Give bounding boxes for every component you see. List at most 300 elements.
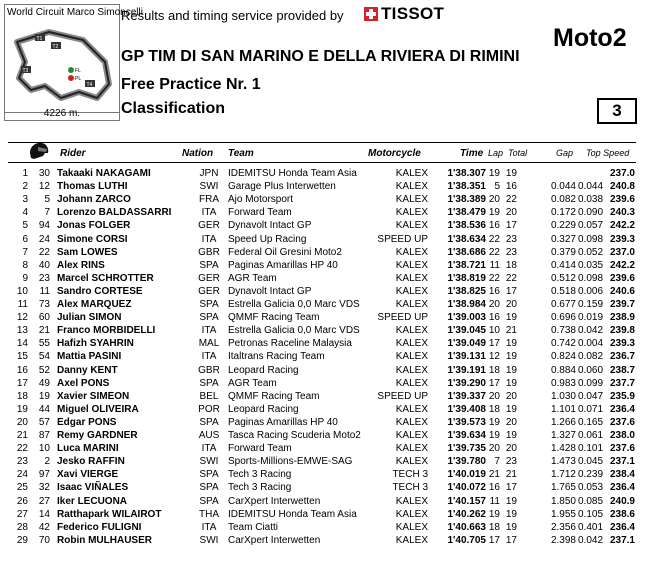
- best-lap: 17: [488, 338, 500, 350]
- total-laps: 20: [505, 207, 517, 219]
- rider-number: 11: [39, 285, 50, 297]
- position: 25: [16, 482, 28, 494]
- gap-previous: 0.038: [578, 194, 604, 206]
- best-lap: 18: [488, 521, 500, 533]
- gap-first: 0.983: [550, 377, 576, 389]
- total-laps: 20: [505, 390, 517, 402]
- best-lap: 19: [488, 416, 500, 428]
- motorcycle: KALEX: [395, 259, 428, 271]
- rider-name: Takaaki NAKAGAMI: [57, 168, 151, 179]
- best-lap: 21: [488, 469, 500, 481]
- gap-first: 0.518: [550, 285, 576, 297]
- nation: ITA: [201, 325, 217, 337]
- best-lap: 5: [494, 181, 500, 193]
- gap-first: 1.765: [550, 482, 576, 494]
- gap-previous: 0.044: [578, 181, 604, 193]
- motorcycle: KALEX: [395, 272, 428, 284]
- team-name: Ajo Motorsport: [228, 194, 294, 206]
- gap-previous: 0.047: [578, 390, 604, 402]
- best-lap: 18: [488, 364, 500, 376]
- motorcycle: KALEX: [395, 377, 428, 389]
- team-name: CarXpert Interwetten: [228, 534, 321, 546]
- motorcycle: TECH 3: [392, 469, 428, 481]
- position: 17: [16, 377, 28, 389]
- gap-first: 0.172: [550, 207, 576, 219]
- gap-first: 1.712: [550, 469, 576, 481]
- gap-first: 2.356: [550, 521, 576, 533]
- gap-previous: 0.045: [578, 456, 604, 468]
- rider-number: 94: [38, 220, 50, 232]
- team-name: Paginas Amarillas HP 40: [228, 259, 338, 271]
- lap-time: 1'38.721: [447, 259, 486, 271]
- gap-first: 1.955: [550, 508, 576, 520]
- track-label-fl: FL: [75, 68, 81, 74]
- nation: ITA: [201, 351, 217, 363]
- gap-first: 0.884: [550, 364, 576, 376]
- best-lap: 16: [488, 482, 500, 494]
- gap-first: 0.738: [550, 325, 576, 337]
- table-row: [0, 442, 649, 455]
- gap-first: 1.266: [550, 416, 576, 428]
- team-name: IDEMITSU Honda Team Asia: [228, 168, 357, 179]
- rider-name: Remy GARDNER: [57, 430, 138, 441]
- rider-name: Marcel SCHROTTER: [57, 272, 154, 284]
- total-laps: 19: [505, 521, 517, 533]
- best-lap: 7: [494, 456, 500, 468]
- top-speed: 236.7: [609, 351, 635, 363]
- motorcycle: KALEX: [395, 168, 428, 179]
- team-name: Leopard Racing: [228, 364, 299, 376]
- team-name: IDEMITSU Honda Team Asia: [228, 508, 357, 520]
- table-row: [0, 272, 649, 285]
- nation: GBR: [198, 364, 220, 376]
- col-top-speed: Top Speed: [586, 148, 630, 158]
- position: 2: [22, 181, 28, 193]
- motorcycle: KALEX: [395, 416, 428, 428]
- total-laps: 19: [505, 351, 517, 363]
- rider-name: Mattia PASINI: [57, 351, 122, 363]
- table-row: [0, 481, 649, 494]
- team-name: Forward Team: [228, 443, 292, 455]
- rider-name: Simone CORSI: [57, 233, 128, 245]
- motorcycle: KALEX: [395, 194, 428, 206]
- nation: GER: [198, 220, 220, 232]
- lap-time: 1'39.049: [447, 338, 486, 350]
- top-speed: 237.7: [609, 377, 635, 389]
- gap-first: 0.327: [550, 233, 576, 245]
- rider-name: Xavier SIMEON: [57, 390, 130, 402]
- rider-name: Axel PONS: [57, 377, 110, 389]
- gap-previous: 0.090: [578, 207, 604, 219]
- total-laps: 19: [505, 338, 517, 350]
- top-speed: 237.1: [609, 534, 635, 546]
- team-name: Team Ciatti: [228, 521, 279, 533]
- table-row: [0, 324, 649, 337]
- motorcycle: KALEX: [395, 521, 428, 533]
- total-laps: 18: [505, 259, 517, 271]
- position: 23: [16, 456, 28, 468]
- position: 13: [16, 325, 28, 337]
- rider-number: 44: [38, 403, 50, 415]
- swiss-cross-icon: [364, 7, 378, 21]
- tissot-logo: [364, 4, 444, 24]
- table-row: [0, 468, 649, 481]
- motorcycle: SPEED UP: [377, 233, 428, 245]
- top-speed: 238.6: [609, 508, 635, 520]
- lap-time: 1'39.735: [447, 443, 486, 455]
- rider-name: Miguel OLIVEIRA: [57, 403, 139, 415]
- lap-time: 1'38.307: [447, 168, 486, 179]
- team-name: Estrella Galicia 0,0 Marc VDS: [228, 325, 360, 337]
- lap-time: 1'40.262: [447, 508, 486, 520]
- nation: POR: [198, 403, 220, 415]
- rider-name: Jesko RAFFIN: [57, 456, 125, 468]
- position: 27: [16, 508, 28, 520]
- top-speed: 239.3: [609, 338, 635, 350]
- position: 22: [16, 443, 28, 455]
- gap-first: 0.414: [550, 259, 576, 271]
- team-name: Paginas Amarillas HP 40: [228, 416, 338, 428]
- rider-number: 7: [44, 207, 50, 219]
- nation: GBR: [198, 246, 220, 258]
- lap-time: 1'38.536: [447, 220, 486, 232]
- gap-previous: 0.042: [578, 325, 604, 337]
- track-label-pl: PL: [75, 76, 82, 82]
- best-lap: 17: [488, 534, 500, 546]
- position: 11: [17, 299, 28, 310]
- best-lap: 16: [488, 285, 500, 297]
- nation: AUS: [198, 430, 220, 441]
- gap-previous: 0.082: [578, 351, 604, 363]
- rider-number: 87: [38, 430, 50, 441]
- gap-previous: 0.098: [578, 272, 604, 284]
- table-row: [0, 180, 649, 193]
- rider-number: 10: [38, 443, 50, 455]
- gap-first: 2.398: [550, 534, 576, 546]
- rider-name: Iker LECUONA: [57, 495, 128, 507]
- best-lap: 12: [488, 351, 500, 363]
- gap-previous: 0.239: [578, 469, 604, 481]
- motorcycle: KALEX: [395, 207, 428, 219]
- nation: SWI: [199, 534, 219, 546]
- top-speed: 240.6: [609, 285, 635, 297]
- gap-first: 0.082: [550, 194, 576, 206]
- total-laps: 19: [505, 495, 517, 507]
- lap-time: 1'39.634: [447, 430, 486, 441]
- report-title: Classification: [121, 100, 226, 117]
- track-label-t2: T2: [52, 44, 59, 50]
- nation: JPN: [199, 168, 219, 179]
- team-name: AGR Team: [228, 377, 277, 389]
- nation: MAL: [198, 338, 220, 350]
- lap-time: 1'39.131: [447, 351, 486, 363]
- nation: ITA: [201, 521, 217, 533]
- position: 12: [16, 312, 28, 324]
- track-label-t1: T1: [36, 36, 43, 42]
- position: 18: [16, 390, 28, 402]
- top-speed: 235.9: [609, 390, 635, 402]
- motorcycle: SPEED UP: [377, 390, 428, 402]
- gap-previous: 0.101: [578, 443, 604, 455]
- lap-time: 1'39.045: [447, 325, 486, 337]
- motorcycle: KALEX: [395, 508, 428, 520]
- nation: SPA: [199, 377, 219, 389]
- gap-previous: 0.057: [578, 220, 604, 232]
- top-speed: 237.1: [609, 456, 635, 468]
- team-name: Garage Plus Interwetten: [228, 181, 336, 193]
- motorcycle: SPEED UP: [377, 312, 428, 324]
- track-label-t4: T4: [86, 82, 93, 88]
- lap-time: 1'39.408: [447, 403, 486, 415]
- top-speed: 239.7: [609, 299, 635, 310]
- rider-name: Xavi VIERGE: [57, 469, 119, 481]
- best-lap: 18: [488, 403, 500, 415]
- gap-first: 1.850: [550, 495, 576, 507]
- rider-number: 5: [44, 194, 50, 206]
- nation: ITA: [201, 207, 217, 219]
- rider-number: 73: [38, 299, 50, 310]
- team-name: QMMF Racing Team: [228, 312, 320, 324]
- team-name: AGR Team: [228, 272, 277, 284]
- lap-time: 1'38.825: [447, 285, 486, 297]
- total-laps: 20: [505, 299, 517, 310]
- gap-previous: 0.165: [578, 416, 604, 428]
- total-laps: 20: [505, 416, 517, 428]
- top-speed: 236.4: [609, 403, 635, 415]
- team-name: Tech 3 Racing: [228, 482, 292, 494]
- motorcycle: KALEX: [395, 443, 428, 455]
- gap-previous: 0.052: [578, 246, 604, 258]
- team-name: Estrella Galicia 0,0 Marc VDS: [228, 299, 360, 310]
- rider-number: 52: [38, 364, 50, 376]
- total-laps: 23: [505, 233, 517, 245]
- motorcycle: KALEX: [395, 325, 428, 337]
- total-laps: 19: [505, 377, 517, 389]
- team-name: Tasca Racing Scuderia Moto2: [228, 430, 361, 441]
- rider-number: 12: [38, 181, 50, 193]
- best-lap: 19: [488, 168, 500, 179]
- gap-previous: 0.061: [578, 430, 604, 441]
- lap-time: 1'38.479: [447, 207, 486, 219]
- table-row: [0, 416, 649, 429]
- circuit-length: 4226 m.: [4, 107, 120, 121]
- top-speed: 239.8: [609, 325, 635, 337]
- track-map-icon: [9, 22, 115, 108]
- lap-time: 1'39.780: [447, 456, 486, 468]
- top-speed: 242.2: [609, 220, 635, 232]
- rider-name: Alex MARQUEZ: [57, 299, 132, 310]
- best-lap: 10: [488, 325, 500, 337]
- rider-number: 57: [38, 416, 50, 428]
- rider-number: 70: [38, 534, 50, 546]
- rider-number: 21: [38, 325, 50, 337]
- motorcycle: KALEX: [395, 338, 428, 350]
- gap-previous: 0.099: [578, 377, 604, 389]
- rider-number: 24: [38, 233, 50, 245]
- motorcycle: KALEX: [395, 364, 428, 376]
- lap-time: 1'39.337: [447, 390, 486, 402]
- gap-first: 0.229: [550, 220, 576, 232]
- total-laps: 21: [505, 469, 517, 481]
- top-speed: 237.0: [609, 246, 635, 258]
- table-header-rule: [8, 162, 636, 163]
- gap-previous: 0.071: [578, 403, 604, 415]
- gap-first: 0.677: [550, 299, 576, 310]
- gap-first: 0.824: [550, 351, 576, 363]
- best-lap: 19: [488, 207, 500, 219]
- rider-number: 97: [38, 469, 50, 481]
- position: 24: [16, 469, 28, 481]
- lap-time: 1'40.663: [447, 521, 486, 533]
- motorcycle: KALEX: [395, 456, 428, 468]
- col-nation: Nation: [182, 148, 214, 159]
- top-speed: 236.4: [609, 521, 635, 533]
- top-speed: 239.6: [609, 272, 635, 284]
- rider-number: 54: [38, 351, 50, 363]
- rider-name: Thomas LUTHI: [57, 181, 128, 193]
- gap-previous: 0.042: [578, 534, 604, 546]
- total-laps: 16: [505, 181, 517, 193]
- gap-first: 0.379: [550, 246, 576, 258]
- gap-previous: 0.006: [578, 285, 604, 297]
- motorcycle: KALEX: [395, 403, 428, 415]
- motorcycle: KALEX: [395, 285, 428, 297]
- table-row: [0, 167, 649, 180]
- rider-number: 19: [38, 390, 50, 402]
- team-name: Tech 3 Racing: [228, 469, 292, 481]
- table-row: [0, 364, 649, 377]
- lap-time: 1'38.984: [447, 299, 486, 310]
- motorcycle: KALEX: [395, 246, 428, 258]
- total-laps: 23: [505, 246, 517, 258]
- team-name: Sports-Millions-EMWE-SAG: [228, 456, 353, 468]
- session-title: Free Practice Nr. 1: [121, 76, 261, 93]
- circuit-map-box: [4, 4, 143, 113]
- lap-time: 1'39.191: [447, 364, 486, 376]
- lap-time: 1'40.157: [447, 495, 486, 507]
- total-laps: 20: [505, 443, 517, 455]
- gap-first: 1.327: [550, 430, 576, 441]
- nation: BEL: [199, 390, 219, 402]
- top-speed: 240.3: [609, 207, 635, 219]
- lap-time: 1'39.003: [447, 312, 486, 324]
- lap-time: 1'39.573: [447, 416, 486, 428]
- position: 20: [16, 416, 28, 428]
- table-row: [0, 193, 649, 206]
- nation: SPA: [199, 259, 219, 271]
- category-title: Moto2: [553, 24, 627, 52]
- top-speed: 239.3: [609, 233, 635, 245]
- best-lap: 19: [488, 508, 500, 520]
- best-lap: 11: [489, 495, 500, 507]
- table-row: [0, 311, 649, 324]
- rider-number: 27: [38, 495, 50, 507]
- best-lap: 20: [488, 194, 500, 206]
- lap-time: 1'40.705: [447, 534, 486, 546]
- rider-name: Johann ZARCO: [57, 194, 131, 206]
- top-speed: 238.0: [609, 430, 635, 441]
- rider-name: Sam LOWES: [57, 246, 118, 258]
- total-laps: 19: [505, 508, 517, 520]
- rider-name: Alex RINS: [57, 259, 105, 271]
- total-laps: 19: [505, 430, 517, 441]
- motorcycle: TECH 3: [392, 482, 428, 494]
- rider-number: 2: [44, 456, 50, 468]
- rider-name: Federico FULIGNI: [57, 521, 142, 533]
- table-row: [0, 219, 649, 232]
- position: 19: [16, 403, 28, 415]
- top-speed: 236.4: [609, 482, 635, 494]
- rider-number: 23: [38, 272, 50, 284]
- nation: SPA: [199, 482, 219, 494]
- table-row: [0, 350, 649, 363]
- top-speed: 238.4: [609, 469, 635, 481]
- rider-name: Edgar PONS: [57, 416, 117, 428]
- nation: SPA: [199, 312, 219, 324]
- col-time: Time: [460, 148, 484, 159]
- team-name: Speed Up Racing: [228, 233, 307, 245]
- rider-name: Franco MORBIDELLI: [57, 325, 156, 337]
- team-name: CarXpert Interwetten: [228, 495, 321, 507]
- best-lap: 19: [488, 430, 500, 441]
- best-lap: 22: [488, 246, 500, 258]
- nation: SPA: [199, 495, 219, 507]
- gap-previous: 0.019: [578, 312, 604, 324]
- col-gap: Gap: [556, 148, 574, 158]
- position: 16: [16, 364, 28, 376]
- motorcycle: KALEX: [395, 430, 428, 441]
- table-row: [0, 495, 649, 508]
- team-name: Dynavolt Intact GP: [228, 285, 312, 297]
- event-title: GP TIM DI SAN MARINO E DELLA RIVIERA DI RIMINI: [121, 48, 520, 65]
- top-speed: 240.9: [609, 495, 635, 507]
- rider-number: 49: [38, 377, 50, 389]
- rider-name: Isaac VIÑALES: [57, 482, 129, 494]
- position: 14: [16, 338, 28, 350]
- gap-first: 0.512: [550, 272, 576, 284]
- table-row: [0, 285, 649, 298]
- lap-time: 1'40.072: [447, 482, 486, 494]
- gap-previous: 0.053: [578, 482, 604, 494]
- rider-name: Robin MULHAUSER: [57, 534, 152, 546]
- total-laps: 22: [505, 272, 517, 284]
- table-row: [0, 298, 649, 311]
- gap-previous: 0.035: [578, 259, 604, 271]
- nation: SPA: [199, 299, 219, 310]
- provider-text: Results and timing service provided by: [121, 8, 344, 23]
- motorcycle: KALEX: [395, 181, 428, 193]
- position: 4: [22, 207, 28, 219]
- table-row: [0, 429, 649, 442]
- lap-time: 1'38.819: [447, 272, 486, 284]
- rider-number: 14: [38, 508, 50, 520]
- col-rider: Rider: [60, 148, 86, 159]
- lap-time: 1'40.019: [447, 469, 486, 481]
- gap-first: 0.696: [550, 312, 576, 324]
- rider-name: Hafizh SYAHRIN: [57, 338, 134, 350]
- col-team: Team: [228, 148, 254, 159]
- helmet-icon: [28, 141, 50, 161]
- rider-name: Ratthapark WILAIROT: [57, 508, 162, 520]
- team-name: Leopard Racing: [228, 403, 299, 415]
- gap-first: 0.044: [550, 181, 576, 193]
- motorcycle: KALEX: [395, 495, 428, 507]
- nation: ITA: [201, 233, 217, 245]
- gap-previous: 0.159: [578, 299, 604, 310]
- best-lap: 20: [488, 299, 500, 310]
- gap-previous: 0.098: [578, 233, 604, 245]
- gap-first: 1.428: [550, 443, 576, 455]
